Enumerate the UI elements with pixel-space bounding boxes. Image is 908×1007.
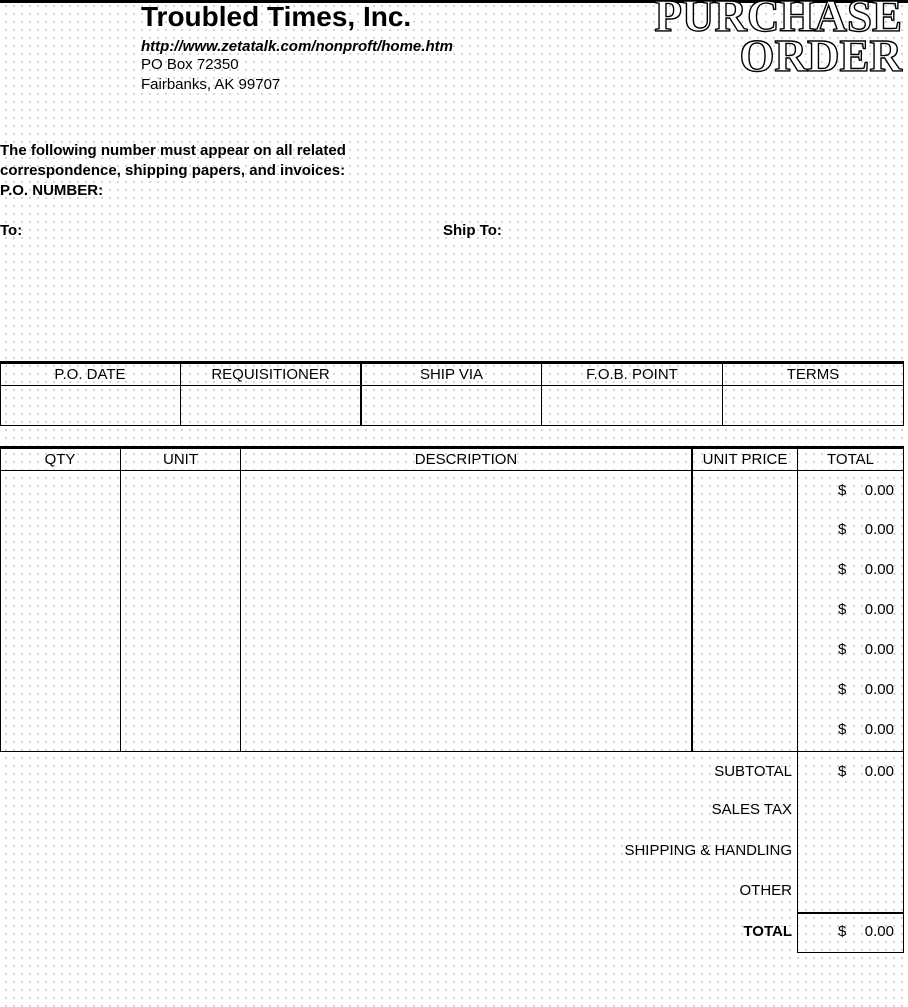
currency-symbol: $ xyxy=(838,482,847,499)
other-cell[interactable] xyxy=(798,872,903,910)
sales-tax-cell[interactable] xyxy=(798,792,903,828)
currency-symbol: $ xyxy=(838,521,847,538)
shipping-handling-cell[interactable] xyxy=(798,832,903,870)
currency-symbol: $ xyxy=(838,763,847,780)
items-top-rule xyxy=(0,446,904,449)
order-info-border-right xyxy=(903,361,904,426)
line-total: 0.00 xyxy=(864,482,894,499)
currency-symbol: $ xyxy=(838,923,847,940)
header-terms: TERMS xyxy=(786,366,840,383)
po-date-cell[interactable] xyxy=(1,386,180,425)
header-unit-price: UNIT PRICE xyxy=(702,451,788,468)
to-label: To: xyxy=(0,222,23,239)
subtotal-label: SUBTOTAL xyxy=(714,763,792,780)
document-title-line1: PURCHASE xyxy=(654,0,902,41)
order-info-bottom-rule xyxy=(0,425,904,426)
items-divider xyxy=(240,446,241,752)
header-qty: QTY xyxy=(44,451,76,468)
header-description: DESCRIPTION xyxy=(414,451,518,468)
header-unit: UNIT xyxy=(163,451,198,468)
items-bottom-rule xyxy=(0,751,904,752)
notice-line1: The following number must appear on all related xyxy=(0,142,346,159)
company-name: Troubled Times, Inc. xyxy=(141,1,412,32)
header-total: TOTAL xyxy=(827,451,874,468)
currency-symbol: $ xyxy=(838,681,847,698)
header-fob-point: F.O.B. POINT xyxy=(586,366,678,383)
currency-symbol: $ xyxy=(838,641,847,658)
line-total: 0.00 xyxy=(864,601,894,618)
header-po-date: P.O. DATE xyxy=(54,366,126,383)
document-title xyxy=(582,0,902,81)
line-total: 0.00 xyxy=(864,521,894,538)
other-label: OTHER xyxy=(739,882,792,899)
order-info-top-rule xyxy=(0,361,904,364)
grand-total-label: TOTAL xyxy=(743,923,792,940)
company-address-line2: Fairbanks, AK 99707 xyxy=(141,76,281,93)
currency-symbol: $ xyxy=(838,721,847,738)
company-address-line1: PO Box 72350 xyxy=(141,56,239,73)
company-url[interactable]: http://www.zetatalk.com/nonproft/home.htm xyxy=(141,38,453,55)
ship-to-label: Ship To: xyxy=(443,222,502,239)
sales-tax-label: SALES TAX xyxy=(711,801,792,818)
line-total: 0.00 xyxy=(864,681,894,698)
items-divider xyxy=(120,446,121,752)
header-requisitioner: REQUISITIONER xyxy=(211,366,330,383)
line-total: 0.00 xyxy=(864,561,894,578)
items-border-right xyxy=(903,446,904,953)
shipping-handling-label: SHIPPING & HANDLING xyxy=(624,842,792,859)
notice-line2: correspondence, shipping papers, and invoices: xyxy=(0,162,346,179)
currency-symbol: $ xyxy=(838,601,847,618)
line-total: 0.00 xyxy=(864,641,894,658)
line-total: 0.00 xyxy=(864,721,894,738)
total-bottom-rule xyxy=(797,952,904,953)
items-border-left xyxy=(0,446,1,752)
fob-point-cell[interactable] xyxy=(542,386,722,425)
terms-cell[interactable] xyxy=(723,386,903,425)
header-ship-via: SHIP VIA xyxy=(419,366,484,383)
currency-symbol: $ xyxy=(838,561,847,578)
grand-total-value: 0.00 xyxy=(864,923,894,940)
ship-via-cell[interactable] xyxy=(362,386,541,425)
po-number-label: P.O. NUMBER: xyxy=(0,182,104,199)
items-divider xyxy=(691,446,693,752)
total-top-rule xyxy=(797,912,904,914)
subtotal-value: 0.00 xyxy=(864,763,894,780)
items-header-rule xyxy=(0,470,904,471)
document-title-line2: ORDER xyxy=(739,31,902,81)
requisitioner-cell[interactable] xyxy=(181,386,360,425)
